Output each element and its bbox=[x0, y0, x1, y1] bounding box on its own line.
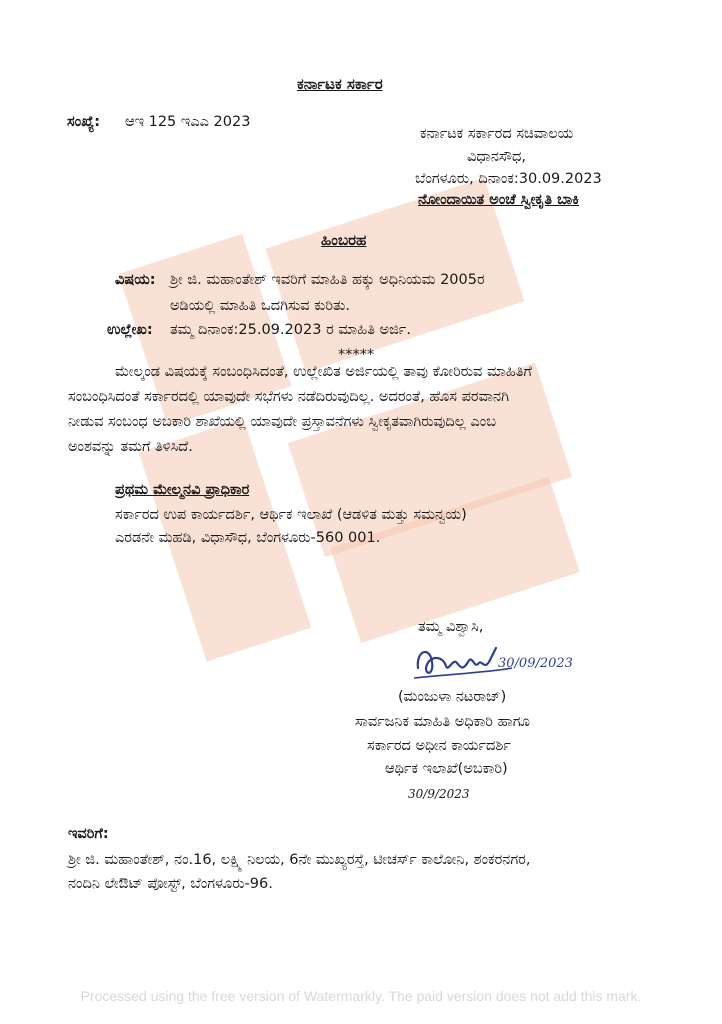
appellate-authority-line: ಸರ್ಕಾರದ ಉಪ ಕಾರ್ಯದರ್ಶಿ, ಆರ್ಥಿಕ ಇಲಾಖೆ (ಆಡಳಿತ ಮತ್ತು ಸಮನ್ವಯ) bbox=[115, 507, 467, 523]
reference-number-label: ಸಂಖ್ಯೆ: bbox=[67, 114, 101, 130]
closing-salutation: ತಮ್ಮ ವಿಶ್ವಾಸಿ, bbox=[418, 619, 484, 635]
body-text: ಸಂಬಂಧಿಸಿದಂತೆ ಸರ್ಕಾರದಲ್ಲಿ ಯಾವುದೇ ಸಭೆಗಳು ನಡೆದಿರುವುದಿಲ್ಲ. ಅದರಂತೆ, ಹೊಸ ಪರವಾನಗಿ bbox=[68, 389, 509, 405]
reference-text: ತಮ್ಮ ದಿನಾಂಕ:25.09.2023 ರ ಮಾಹಿತಿ ಅರ್ಜಿ. bbox=[170, 322, 411, 338]
appellate-authority-title: ಪ್ರಥಮ ಮೇಲ್ಮನವಿ ಪ್ರಾಧಿಕಾರ bbox=[115, 482, 250, 498]
body-text: ಮೇಲ್ಕಂಡ ವಿಷಯಕ್ಕೆ ಸಂಬಂಧಿಸಿದಂತೆ, ಉಲ್ಲೇಖಿತ ಅರ್ಜಿಯಲ್ಲಿ ತಾವು ಕೋರಿರುವ ಮಾಹಿತಿಗೆ bbox=[115, 364, 532, 380]
reference-label: ಉಲ್ಲೇಖ: bbox=[107, 322, 153, 338]
officer-department: ಆರ್ಥಿಕ ಇಲಾಖೆ(ಅಬಕಾರಿ) bbox=[385, 761, 508, 777]
body-text: ಅಂಶವನ್ನು ತಮಗೆ ತಿಳಿಸಿದೆ. bbox=[68, 439, 193, 455]
officer-designation: ಸಾರ್ವಜನಿಕ ಮಾಹಿತಿ ಅಧಿಕಾರಿ ಹಾಗೂ bbox=[355, 714, 530, 730]
subject-text: ಅಡಿಯಲ್ಲಿ ಮಾಹಿತಿ ಒದಗಿಸುವ ಕುರಿತು. bbox=[170, 298, 350, 314]
address-line: ವಿಧಾನಸೌಧ, bbox=[467, 149, 526, 165]
officer-name: (ಮಂಜುಳಾ ನಟರಾಜ್) bbox=[398, 689, 507, 705]
officer-designation: ಸರ್ಕಾರದ ಅಧೀನ ಕಾರ್ಯದರ್ಶಿ bbox=[367, 738, 511, 754]
watermark-footer: Processed using the free version of Watermarkly. The paid version does not add this mark. bbox=[80, 988, 642, 1004]
recipient-label: ಇವರಿಗೆ: bbox=[68, 826, 109, 842]
separator: ***** bbox=[338, 347, 375, 363]
recipient-address: ನಂದಿನಿ ಲೇಔಟ್ ಪೋಸ್ಟ್, ಬೆಂಗಳೂರು-96. bbox=[68, 876, 273, 892]
appellate-authority-line: ಎರಡನೇ ಮಹಡಿ, ವಿಧಾಸೌಧ, ಬೆಂಗಳೂರು-560 001. bbox=[115, 530, 381, 546]
address-line: ಕರ್ನಾಟಕ ಸರ್ಕಾರದ ಸಚಿವಾಲಯ bbox=[420, 126, 574, 142]
subject-text: ಶ್ರೀ ಜಿ. ಮಹಾಂತೇಶ್ ಇವರಿಗೆ ಮಾಹಿತಿ ಹಕ್ಕು ಅಧಿನಿಯಮ 2005ರ bbox=[170, 272, 485, 288]
subject-label: ವಿಷಯ: bbox=[115, 272, 156, 288]
initial-date: 30/9/2023 bbox=[408, 787, 470, 801]
memo-title: ಹಿಂಬರಹ bbox=[321, 231, 367, 249]
body-text: ನೀಡುವ ಸಂಬಂಧ ಅಬಕಾರಿ ಶಾಖೆಯಲ್ಲಿ ಯಾವುದೇ ಪ್ರಸ್ತಾವನೆಗಳು ಸ್ವೀಕೃತವಾಗಿರುವುದಿಲ್ಲ ಎಂಬ bbox=[68, 414, 497, 430]
recipient-address: ಶ್ರೀ ಜಿ. ಮಹಾಂತೇಶ್, ನಂ.16, ಲಕ್ಷ್ಮಿ ನಿಲಯ, 6ನೇ ಮುಖ್ಯರಸ್ತೆ, ಟೀಚರ್ಸ್ ಕಾಲೋನಿ, ಶಂಕರನಗರ, bbox=[68, 852, 531, 868]
letter-date: ಬೆಂಗಳೂರು, ದಿನಾಂಕ:30.09.2023 bbox=[415, 171, 602, 187]
government-heading: ಕರ್ನಾಟಕ ಸರ್ಕಾರ bbox=[297, 75, 383, 93]
registered-post-note: ನೋಂದಾಯಿತ ಅಂಚೆ ಸ್ವೀಕೃತಿ ಬಾಕಿ bbox=[418, 192, 579, 208]
signature-date: 30/09/2023 bbox=[498, 656, 573, 671]
reference-number: ಆಇ 125 ಇಎಎ 2023 bbox=[125, 114, 251, 130]
